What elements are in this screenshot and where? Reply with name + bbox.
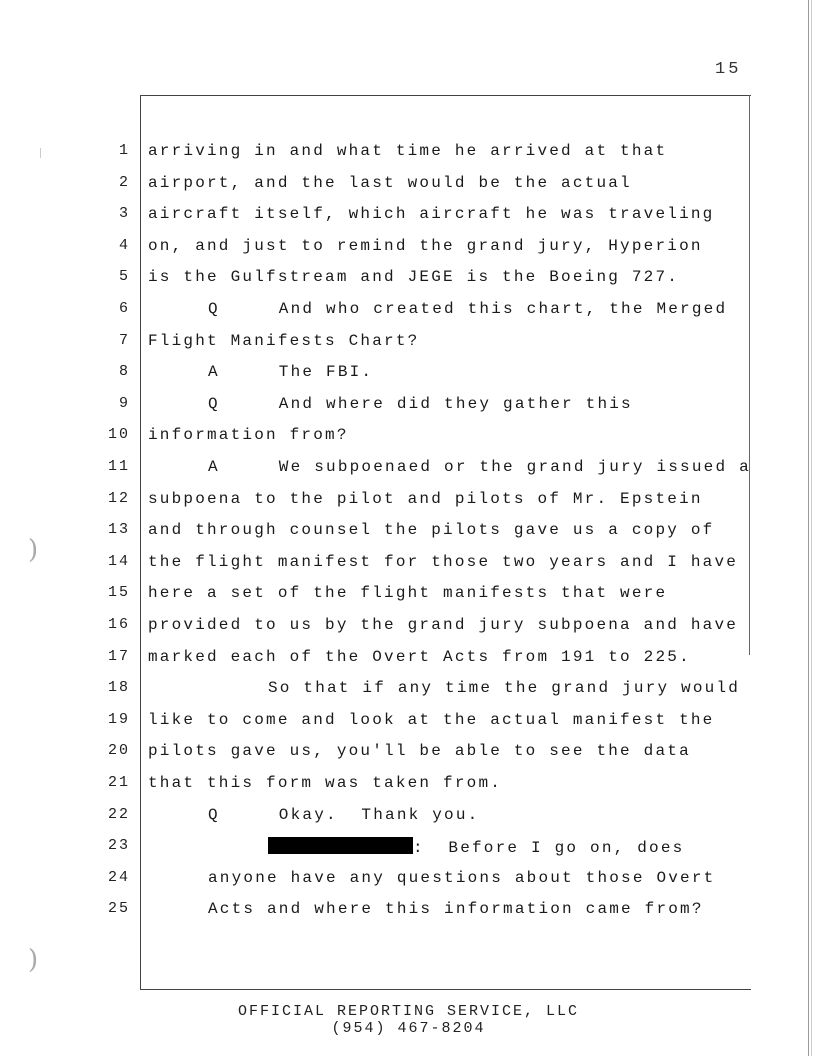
line-number: 18	[107, 679, 130, 697]
transcript-line	[0, 363, 817, 395]
transcript-line	[0, 332, 817, 364]
transcript-line	[0, 426, 817, 458]
line-number: 3	[118, 205, 130, 223]
line-text: Q And where did they gather this	[208, 394, 633, 413]
line-text: the flight manifest for those two years and I have	[148, 552, 739, 571]
line-number: 21	[107, 774, 130, 791]
transcript-line	[0, 584, 817, 616]
line-text: pilots gave us, you'll be able to see the data	[148, 742, 691, 761]
line-number: 4	[118, 236, 130, 254]
line-number: 13	[107, 521, 130, 539]
line-number: 1	[118, 142, 130, 159]
transcript-line	[0, 742, 817, 774]
transcript-line	[0, 174, 817, 206]
hole-punch-mark: )	[28, 535, 39, 565]
transcript-line	[0, 869, 817, 901]
transcript-line	[0, 774, 817, 806]
line-text: and through counsel the pilots gave us a copy of	[148, 521, 715, 540]
line-number: 11	[107, 458, 130, 475]
line-text: airport, and the last would be the actual	[148, 173, 632, 192]
line-text: provided to us by the grand jury subpoena and have	[148, 616, 739, 634]
line-number: 17	[107, 647, 130, 665]
line-number: 2	[118, 173, 130, 191]
line-number: 5	[118, 268, 130, 286]
line-number: 22	[107, 805, 130, 823]
footer-phone: (954) 467-8204	[331, 1020, 486, 1037]
line-text: A We subpoenaed or the grand jury issued a	[208, 458, 751, 476]
transcript-line	[0, 648, 817, 680]
line-number: 25	[107, 900, 130, 918]
line-number: 9	[118, 394, 130, 412]
footer-reporting-service: OFFICIAL REPORTING SERVICE, LLC	[237, 1003, 580, 1020]
transcript-line	[0, 679, 817, 711]
line-text: A The FBI.	[208, 363, 374, 382]
transcript-line	[0, 806, 817, 838]
line-text: subpoena to the pilot and pilots of Mr. Epstein	[148, 489, 703, 508]
line-text: Acts and where this information came from?	[208, 900, 704, 919]
line-number: 7	[118, 331, 130, 349]
line-text: So that if any time the grand jury would	[268, 679, 741, 698]
line-text: like to come and look at the actual manifest the	[148, 710, 715, 729]
transcript-line	[0, 237, 817, 269]
line-text: on, and just to remind the grand jury, Hyperion	[148, 236, 703, 255]
transcript-line	[0, 458, 817, 490]
line-number: 23	[107, 837, 130, 855]
line-number: 12	[107, 489, 130, 507]
transcript-line	[0, 900, 817, 932]
line-text-after-redaction: : Before I go on, does	[413, 839, 685, 858]
hole-punch-mark: )	[28, 945, 39, 975]
line-text: that this form was taken from.	[148, 774, 503, 792]
line-text: Flight Manifests Chart?	[148, 331, 420, 350]
line-text: is the Gulfstream and JEGE is the Boeing 727.	[148, 268, 680, 287]
line-text: aircraft itself, which aircraft he was traveling	[148, 205, 715, 224]
transcript-line	[0, 521, 817, 553]
line-number: 15	[107, 584, 130, 602]
line-text: arriving in and what time he arrived at that	[148, 142, 668, 160]
line-text: information from?	[148, 426, 349, 445]
line-number: 16	[107, 616, 130, 633]
line-number: 19	[107, 710, 130, 728]
transcript-line	[0, 268, 817, 300]
line-text: Q And who created this chart, the Merged	[208, 300, 728, 318]
line-number: 10	[107, 426, 130, 444]
line-number: 6	[118, 300, 130, 317]
line-text: marked each of the Overt Acts from 191 to 225.	[148, 647, 691, 666]
line-text: anyone have any questions about those Overt	[208, 868, 716, 887]
line-number: 14	[107, 552, 130, 570]
transcript-line	[0, 300, 817, 332]
line-number: 20	[107, 742, 130, 760]
line-text: Q Okay. Thank you.	[208, 805, 480, 824]
page-number: 15	[715, 60, 742, 79]
transcript-line	[0, 490, 817, 522]
transcript-line	[0, 205, 817, 237]
transcript-line	[0, 142, 817, 174]
line-text: here a set of the flight manifests that were	[148, 584, 668, 603]
line-number: 8	[118, 363, 130, 381]
line-text	[268, 837, 684, 857]
redaction-block	[268, 837, 413, 854]
transcript-line	[0, 837, 817, 869]
transcript-line	[0, 553, 817, 585]
line-number: 24	[107, 868, 130, 886]
transcript-line	[0, 616, 817, 648]
transcript-line	[0, 711, 817, 743]
transcript-line	[0, 395, 817, 427]
